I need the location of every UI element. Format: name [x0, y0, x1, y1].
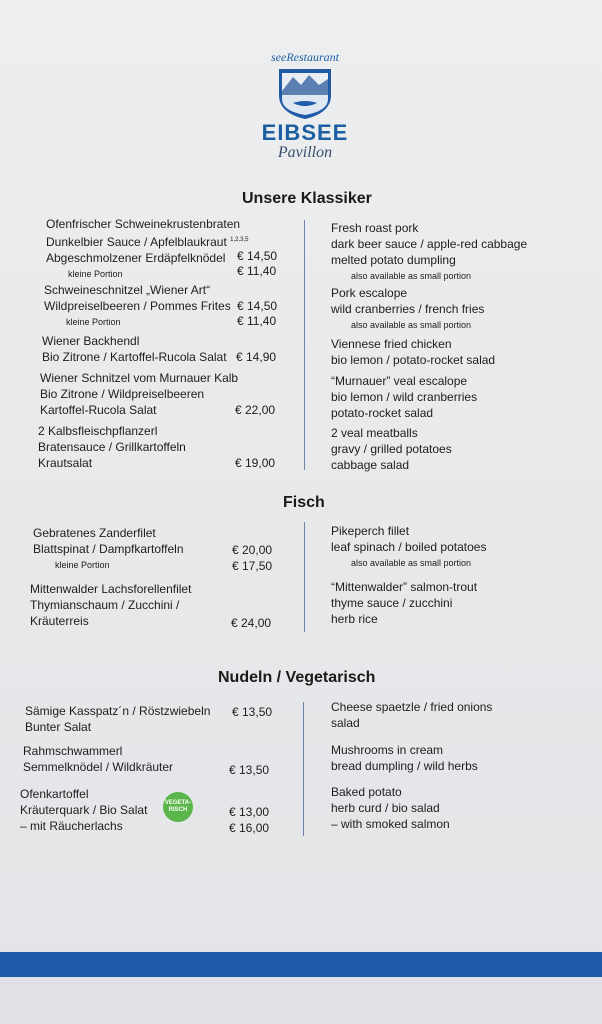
restaurant-logo: [250, 50, 360, 170]
price: € 14,90: [236, 350, 277, 364]
mountain-lake-icon: [275, 65, 335, 121]
dish-detail-en: dark beer sauce / apple-red cabbage: [331, 237, 528, 251]
dish-detail: Blattspinat / Dampfkartoffeln: [33, 542, 184, 556]
dish-detail: Thymianschaum / Zucchini /: [30, 598, 180, 612]
dish-detail: Kräuterreis: [30, 614, 89, 628]
dish-name-en: “Mittenwalder” salmon-trout: [331, 580, 478, 594]
section-title-klassiker: Unsere Klassiker: [242, 190, 372, 207]
dish-name-en: Fresh roast pork: [331, 221, 419, 235]
menu-item-de: [38, 423, 186, 471]
dish-detail: Bio Zitrone / Kartoffel-Rucola Salat: [42, 350, 227, 364]
price: € 14,50: [237, 299, 278, 313]
dish-name: Gebratenes Zanderfilet: [33, 526, 156, 540]
footer-blue-band: [0, 952, 602, 977]
dish-detail: Bunter Salat: [25, 720, 92, 734]
dish-detail: – mit Räucherlachs: [20, 819, 123, 833]
dish-detail-en: bio lemon / potato-rocket salad: [331, 353, 496, 367]
price: € 16,00: [229, 821, 270, 835]
small-portion-note: also available as small portion: [351, 320, 472, 330]
dish-detail-en: herb rice: [331, 612, 378, 626]
dish-name: Wiener Backhendl: [42, 334, 140, 348]
dish-detail: Semmelknödel / Wildkräuter: [23, 760, 174, 774]
logo-arc-text: seeRestaurant: [271, 50, 339, 64]
dish-name: Wiener Schnitzel vom Murnauer Kalb: [40, 371, 239, 385]
column-divider: [303, 702, 304, 836]
dish-detail-en: melted potato dumpling: [331, 253, 456, 267]
small-portion-label: kleine Portion: [66, 317, 121, 327]
menu-item-de: [30, 581, 191, 629]
dish-name-en: Viennese fried chicken: [331, 337, 452, 351]
dish-detail-en: wild cranberries / french fries: [331, 302, 485, 316]
menu-item-en: [331, 220, 527, 284]
price: € 22,00: [235, 403, 276, 417]
dish-name-en: “Murnauer” veal escalope: [331, 374, 468, 388]
dish-name-en: Pork escalope: [331, 286, 408, 300]
dish-name-en: Cheese spaetzle / fried onions: [331, 700, 493, 714]
small-portion-label: kleine Portion: [55, 560, 110, 570]
dish-name-en: Mushrooms in cream: [331, 743, 444, 757]
menu-item-en: [331, 285, 484, 333]
dish-detail-en: – with smoked salmon: [331, 817, 450, 831]
small-portion-note: also available as small portion: [351, 558, 472, 568]
menu-item-en: [331, 336, 495, 368]
dish-name: Rahmschwammerl: [23, 744, 123, 758]
dish-detail: Bio Zitrone / Wildpreiselbeeren: [40, 387, 205, 401]
dish-detail: Dunkelbier Sauce / Apfelblaukraut $^{1,2,3,5}$: [46, 235, 249, 249]
menu-item-en: [331, 523, 486, 571]
menu-item-de: [40, 370, 238, 418]
dish-detail-en: potato-rocket salad: [331, 406, 434, 420]
dish-detail-en: herb curd / bio salad: [331, 801, 440, 815]
small-portion-note: also available as small portion: [351, 271, 472, 281]
dish-name: Schweineschnitzel „Wiener Art“: [44, 283, 211, 297]
dish-detail-en: salad: [331, 716, 360, 730]
price: € 24,00: [231, 616, 272, 630]
section-title-nudeln: Nudeln / Vegetarisch: [218, 669, 376, 686]
allergen-codes: 1,2,3,5: [230, 237, 249, 243]
price: € 19,00: [235, 456, 276, 470]
dish-name: Ofenfrischer Schweinekrustenbraten: [46, 217, 241, 231]
footer-strip: [0, 977, 602, 1024]
dish-detail: Krautsalat: [38, 456, 93, 470]
small-portion-label: kleine Portion: [68, 269, 123, 279]
menu-item-en: [331, 373, 477, 421]
dish-detail-en: bread dumpling / wild herbs: [331, 759, 478, 773]
dish-detail: Bratensauce / Grillkartoffeln: [38, 440, 186, 454]
price-small: € 11,40: [237, 314, 277, 328]
dish-name-en: 2 veal meatballs: [331, 426, 418, 440]
menu-item-en: [331, 579, 477, 627]
section-title-fisch: Fisch: [283, 494, 325, 511]
column-divider: [304, 220, 305, 470]
menu-item-de: [25, 703, 210, 735]
menu-item-de: [46, 216, 248, 282]
dish-name: Mittenwalder Lachsforellenfilet: [30, 582, 192, 596]
logo-subtitle: Pavillon: [277, 144, 333, 161]
vegetarian-badge-icon: VEGETA-RISCH: [163, 792, 193, 822]
dish-detail: Kartoffel-Rucola Salat: [40, 403, 157, 417]
dish-name: Ofenkartoffel: [20, 787, 89, 801]
dish-detail-en: bio lemon / wild cranberries: [331, 390, 478, 404]
dish-name-en: Baked potato: [331, 785, 402, 799]
menu-item-de: [44, 282, 231, 330]
menu-item-de: [23, 743, 173, 775]
dish-name-en: Pikeperch fillet: [331, 524, 410, 538]
menu-item-en: [331, 425, 452, 473]
dish-name: 2 Kalbsfleischpflanzerl: [38, 424, 158, 438]
dish-detail: Abgeschmolzener Erdäpfelknödel: [46, 251, 226, 265]
dish-detail: Kräuterquark / Bio Salat: [20, 803, 148, 817]
dish-detail-en: gravy / grilled potatoes: [331, 442, 452, 456]
logo-name: EIBSEE: [261, 120, 349, 145]
dish-detail-en: thyme sauce / zucchini: [331, 596, 453, 610]
dish-detail-en: leaf spinach / boiled potatoes: [331, 540, 487, 554]
price: € 14,50: [237, 249, 278, 263]
dish-detail-en: cabbage salad: [331, 458, 410, 472]
price-small: € 17,50: [232, 559, 273, 573]
column-divider: [304, 522, 305, 632]
price: € 13,50: [229, 763, 270, 777]
menu-item-de: [33, 525, 184, 573]
menu-item-en: [331, 742, 478, 774]
price: € 13,50: [232, 705, 273, 719]
menu-item-en: [331, 699, 492, 731]
dish-name: Sämige Kasspatz´n / Röstzwiebeln: [25, 704, 211, 718]
menu-item-de: [20, 786, 147, 834]
price: € 20,00: [232, 543, 273, 557]
dish-detail: Wildpreiselbeeren / Pommes Frites: [44, 299, 231, 313]
menu-item-en: [331, 784, 450, 832]
price-small: € 11,40: [237, 264, 277, 278]
price: € 13,00: [229, 805, 270, 819]
menu-item-de: [42, 333, 227, 365]
